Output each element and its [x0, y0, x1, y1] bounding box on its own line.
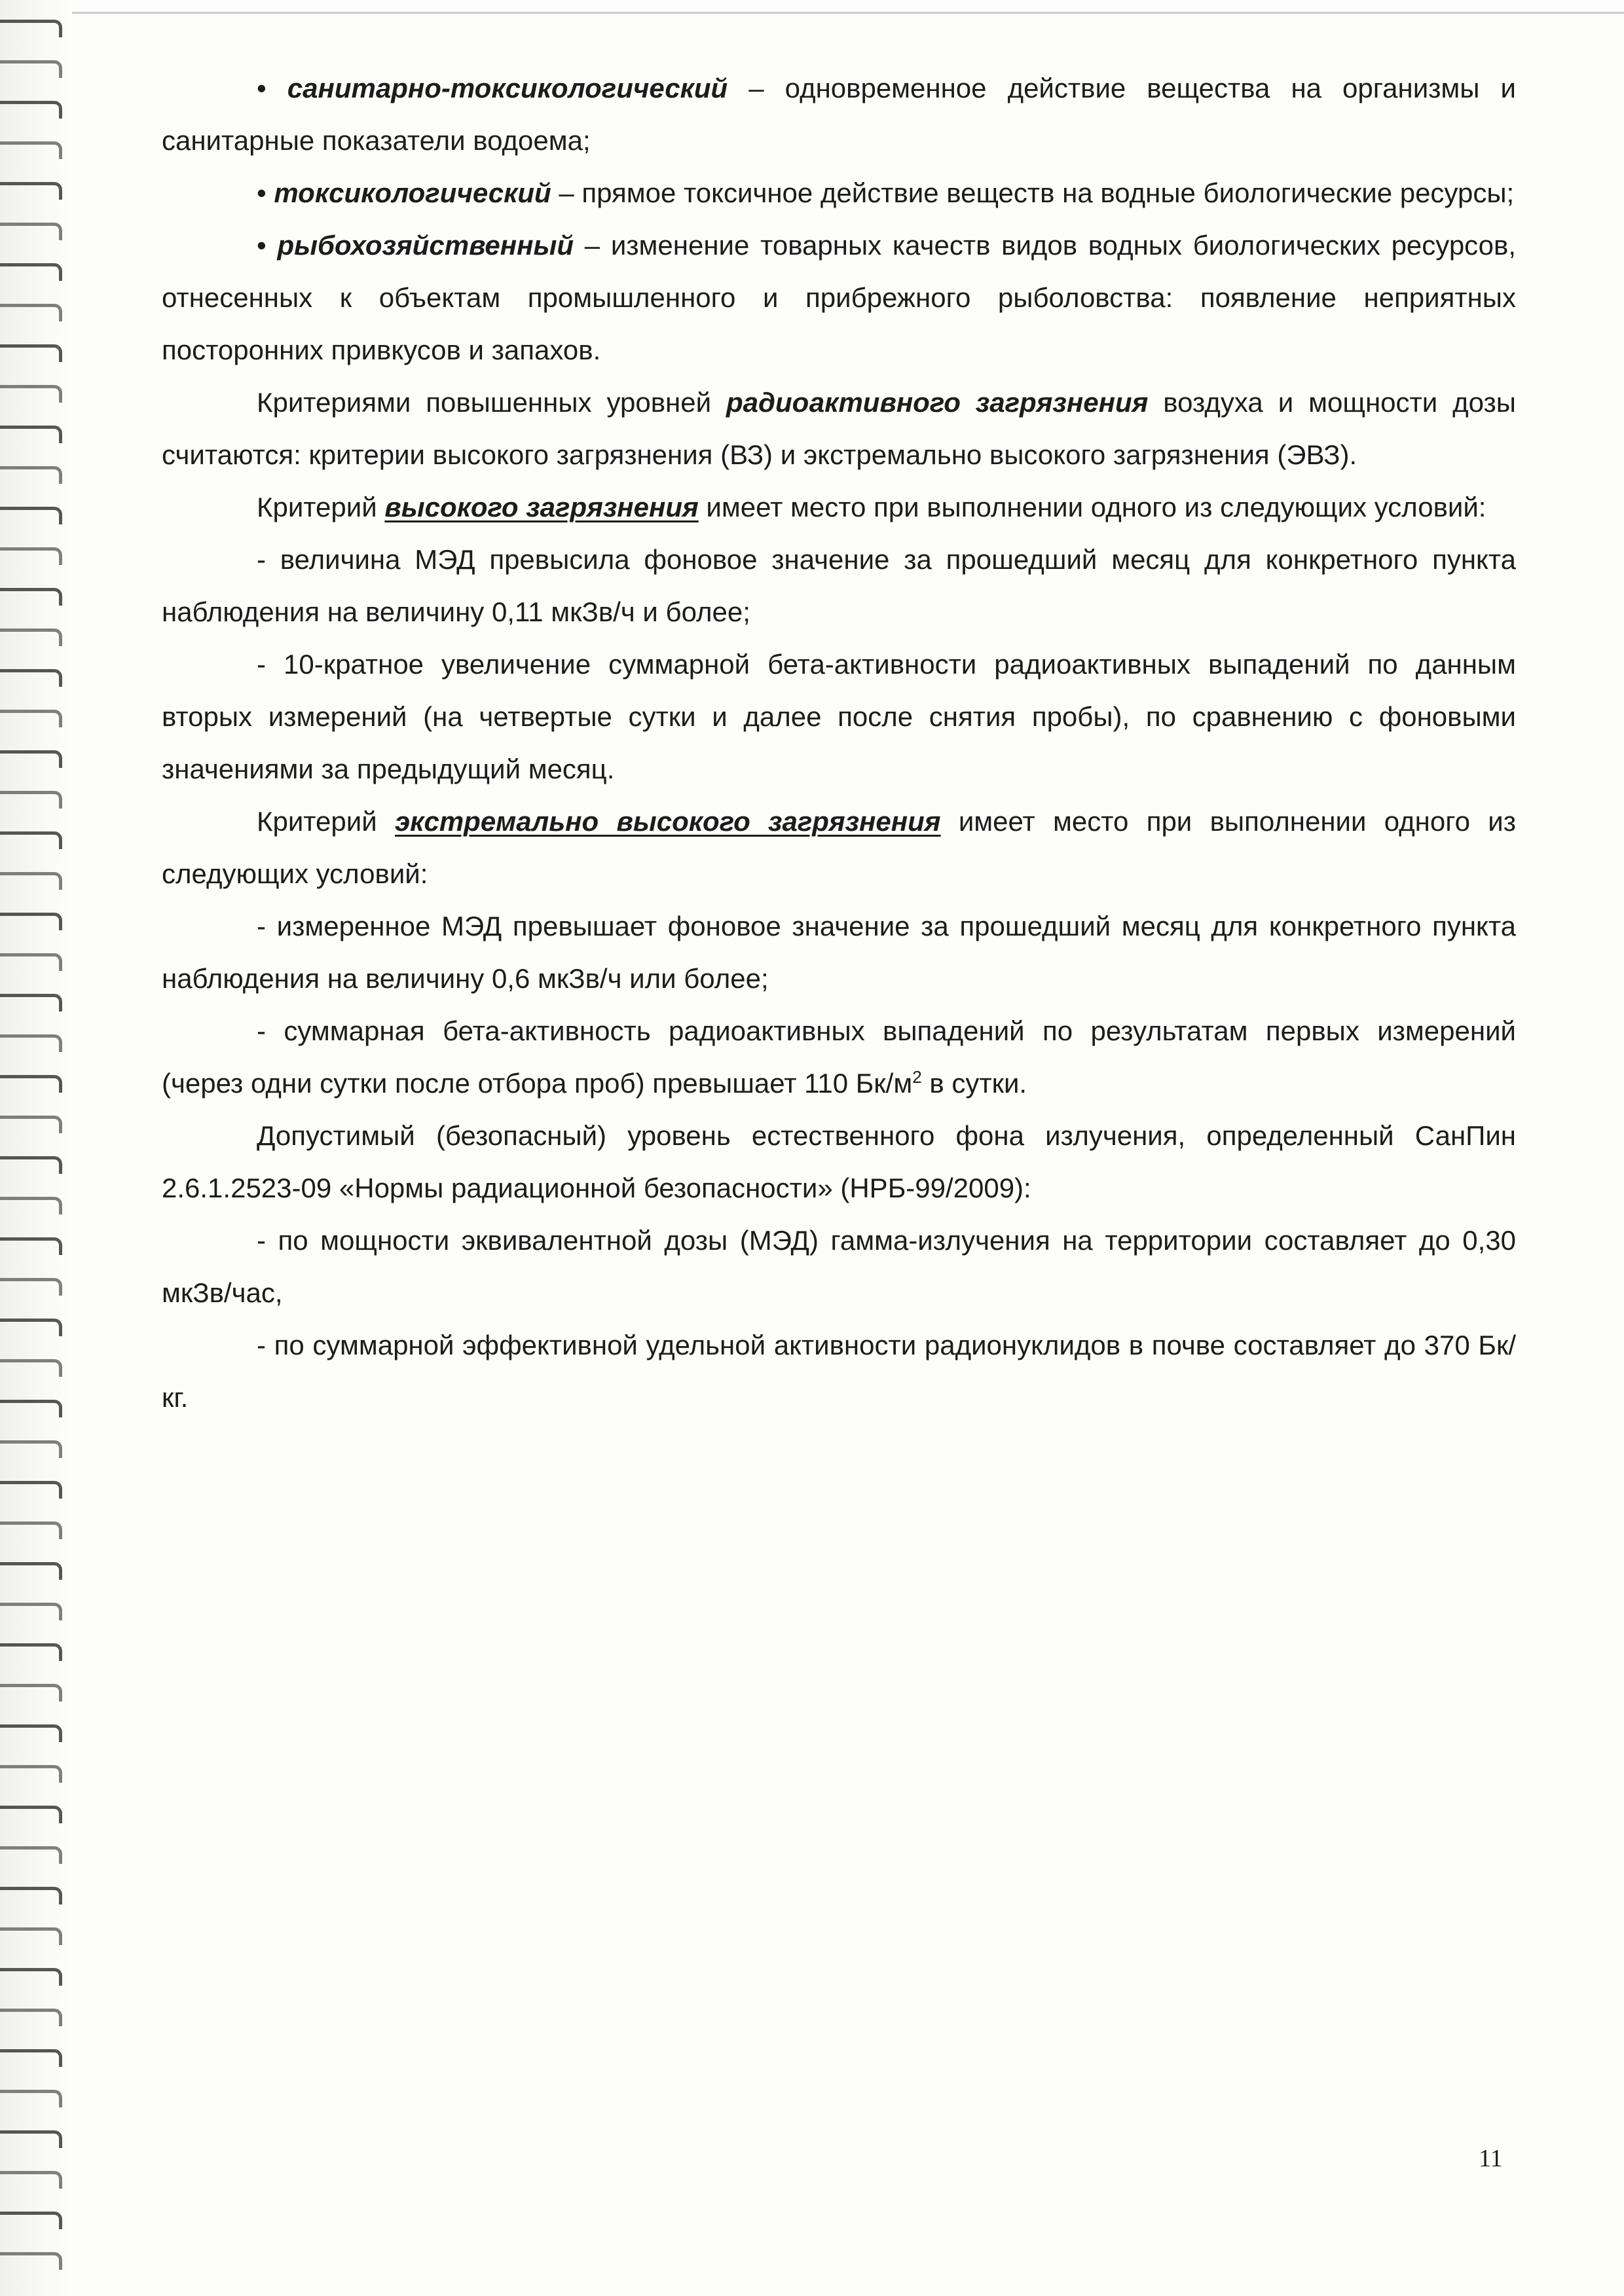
- binding-ring: [0, 1440, 62, 1458]
- binding-ring: [0, 1319, 62, 1336]
- paragraph: [162, 1319, 1516, 1424]
- binding-ring: [0, 1968, 62, 1986]
- paragraph-text: - 10-кратное увеличение суммарной бета-активности радиоактивных выпадений по данным вторых измерений (на четвертые сутки и далее после снятия пробы), по сравнению с фоновыми значениями за предыдущий месяц.: [162, 649, 1516, 784]
- binding-ring: [0, 2009, 62, 2026]
- binding-ring: [0, 2090, 62, 2107]
- binding-ring: [0, 344, 62, 362]
- top-edge-line: [72, 12, 1624, 14]
- paragraph-text: Допустимый (безопасный) уровень естественного фона излучения, определенный СанПин 2.6.1.2523-09 «Нормы радиационной безопасности» (НРБ-99/2009):: [162, 1120, 1516, 1203]
- document-body: [162, 62, 1516, 1424]
- binding-ring: [0, 1197, 62, 1214]
- binding-ring: [0, 507, 62, 524]
- binding-ring: [0, 994, 62, 1011]
- paragraph: [162, 900, 1516, 1005]
- binding-ring: [0, 1400, 62, 1417]
- binding-ring: [0, 1522, 62, 1539]
- paragraph: [162, 638, 1516, 795]
- binding-ring: [0, 2049, 62, 2067]
- emphasis-text: санитарно-токсикологический: [287, 73, 728, 103]
- binding-ring: [0, 1116, 62, 1133]
- binding-ring: [0, 223, 62, 240]
- binding-ring: [0, 1684, 62, 1702]
- page-number: 11: [1479, 2145, 1503, 2172]
- binding-ring: [0, 101, 62, 118]
- paragraph-text: - величина МЭД превысила фоновое значение за прошедший месяц для конкретного пункта наблюдения на величину 0,11 мкЗв/ч и более;: [162, 544, 1516, 627]
- paragraph-text: воздуха и мощности дозы считаются: критерии высокого загрязнения (ВЗ) и экстремально высокого загрязнения (ЭВЗ).: [162, 387, 1516, 470]
- binding-ring: [0, 60, 62, 78]
- paragraph-text: - суммарная бета-активность радиоактивных выпадений по результатам первых измерений (через одни сутки после отбора проб) превышает 110 Бк/м: [162, 1015, 1516, 1099]
- binding-ring: [0, 20, 62, 37]
- binding-ring: [0, 1237, 62, 1255]
- binding-ring: [0, 1887, 62, 1904]
- binding-ring: [0, 1562, 62, 1580]
- binding-ring: [0, 1603, 62, 1620]
- binding-ring: [0, 426, 62, 443]
- paragraph: [162, 167, 1516, 219]
- binding-ring: [0, 1927, 62, 1945]
- paragraph-text: •: [257, 230, 278, 261]
- paragraph: [162, 1110, 1516, 1214]
- binding-ring: [0, 588, 62, 606]
- paragraph-text: Критериями повышенных уровней: [257, 387, 726, 418]
- binding-ring: [0, 182, 62, 200]
- binding-ring: [0, 872, 62, 890]
- binding-ring: [0, 669, 62, 687]
- binding-ring: [0, 2212, 62, 2229]
- binding-ring: [0, 1075, 62, 1093]
- binding-ring: [0, 750, 62, 768]
- paragraph-text: - по мощности эквивалентной дозы (МЭД) гамма-излучения на территории составляет до 0,30 мкЗв/час,: [162, 1225, 1516, 1308]
- binding-ring: [0, 1846, 62, 1864]
- emphasis-text: рыбохозяйственный: [277, 230, 574, 261]
- emphasis-text: высокого загрязнения: [384, 492, 699, 522]
- binding-ring: [0, 2171, 62, 2189]
- binding-ring: [0, 710, 62, 727]
- binding-ring: [0, 1481, 62, 1499]
- binding-ring: [0, 304, 62, 321]
- paragraph: [162, 376, 1516, 481]
- binding-ring: [0, 629, 62, 646]
- paragraph: [162, 534, 1516, 638]
- paragraph-text: в сутки.: [921, 1068, 1027, 1099]
- binding-ring: [0, 1034, 62, 1052]
- paragraph: [162, 795, 1516, 900]
- emphasis-text: экстремально высокого загрязнения: [395, 806, 941, 837]
- binding-ring: [0, 141, 62, 159]
- paragraph-text: - по суммарной эффективной удельной активности радионуклидов в почве составляет до 370 Бк/кг.: [162, 1330, 1516, 1413]
- binding-ring: [0, 831, 62, 849]
- binding-ring: [0, 466, 62, 484]
- paragraph-text: •: [257, 177, 274, 208]
- paragraph: [162, 62, 1516, 167]
- binding-ring: [0, 263, 62, 281]
- emphasis-text: радиоактивного загрязнения: [726, 387, 1149, 418]
- paragraph: [162, 1214, 1516, 1319]
- paragraph-text: – изменение товарных качеств видов водных биологических ресурсов, отнесенных к объектам промышленного и прибрежного рыболовства: появление неприятных посторонних привкусов и запахов.: [162, 230, 1516, 365]
- binding-ring: [0, 1765, 62, 1783]
- binding-ring: [0, 1724, 62, 1742]
- binding-ring: [0, 2130, 62, 2148]
- binding-ring: [0, 953, 62, 971]
- paragraph-text: •: [257, 73, 287, 103]
- paragraph-text: Критерий: [257, 492, 385, 522]
- binding-ring: [0, 2252, 62, 2270]
- binding-ring: [0, 1156, 62, 1174]
- paragraph-text: – одновременное действие вещества на организмы и санитарные показатели водоема;: [162, 73, 1517, 156]
- binding-ring: [0, 547, 62, 565]
- paragraph-text: Критерий: [257, 806, 395, 837]
- binding-ring: [0, 1278, 62, 1296]
- binding-ring: [0, 791, 62, 809]
- paragraph: [162, 219, 1516, 376]
- binding-ring: [0, 1806, 62, 1823]
- emphasis-text: 2: [912, 1067, 922, 1087]
- paragraph: [162, 481, 1516, 534]
- emphasis-text: токсикологический: [274, 177, 551, 208]
- binding-ring: [0, 1643, 62, 1661]
- paragraph-text: – прямое токсичное действие веществ на водные биологические ресурсы;: [551, 177, 1515, 208]
- paragraph-text: имеет место при выполнении одного из следующих условий:: [162, 806, 1517, 889]
- binding-ring: [0, 1359, 62, 1377]
- spiral-binding: [0, 0, 72, 2296]
- binding-ring: [0, 385, 62, 403]
- paragraph: [162, 1005, 1516, 1110]
- paragraph-text: имеет место при выполнении одного из следующих условий:: [698, 492, 1486, 522]
- paragraph-text: - измеренное МЭД превышает фоновое значение за прошедший месяц для конкретного пункта наблюдения на величину 0,6 мкЗв/ч или более;: [162, 911, 1516, 994]
- binding-ring: [0, 913, 62, 930]
